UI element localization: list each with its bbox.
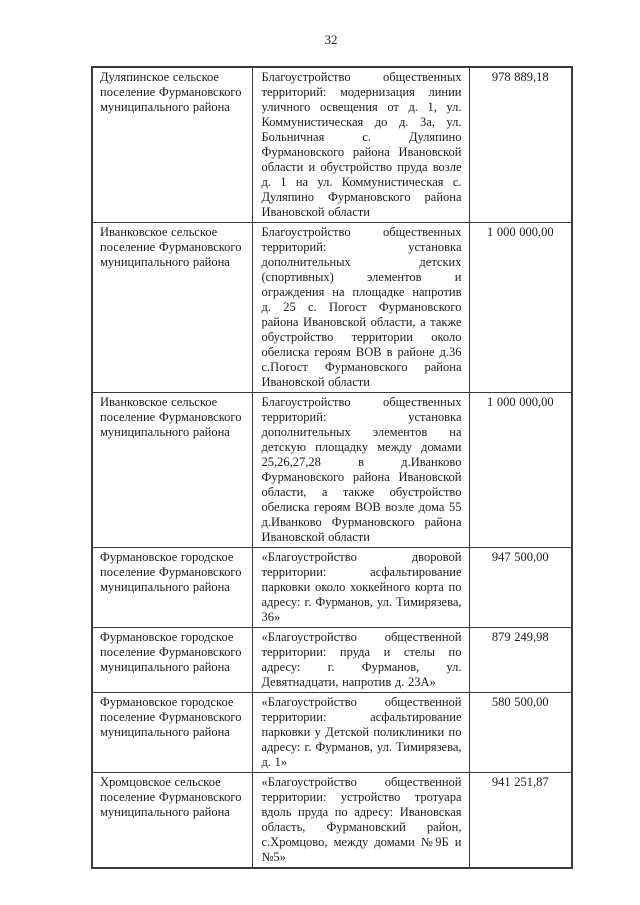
- description-cell: «Благоустройство общественной территории: устройство тротуара вдоль пруда по адресу: Ивановская область, Фурмановский район, с.Хромцово, между домами №9Б и №5»: [252, 773, 469, 869]
- description-cell: Благоустройство общественных территорий: модернизация линии уличного освещения от д. 1, ул. Коммунистическая до д. 3а, ул. Больничная с. Дуляпино Фурмановского района Ивановской области и обустройство пруда возле д. 1 на ул. Коммунистическая с. Дуляпино Фурмановского района Ивановской области: [252, 67, 469, 223]
- page-number: 32: [324, 32, 338, 47]
- table-row: [92, 773, 572, 869]
- amount-cell: 941 251,87: [469, 773, 572, 869]
- allocations-table-body: [92, 67, 572, 868]
- amount-cell: 879 249,98: [469, 628, 572, 693]
- description-cell: «Благоустройство дворовой территории: асфальтирование парковки около хоккейного корта по адресу: г. Фурманов, ул. Тимирязева, 36»: [252, 548, 469, 628]
- municipality-cell: Хромцовское сельское поселение Фурмановского муниципального района: [92, 773, 252, 869]
- table-row: [92, 393, 572, 548]
- table-row: [92, 548, 572, 628]
- municipality-cell: Иванковское сельское поселение Фурмановского муниципального района: [92, 223, 252, 393]
- description-cell: «Благоустройство общественной территории: пруда и стелы по адресу: г. Фурманов, ул. Девятнадцати, напротив д. 23А»: [252, 628, 469, 693]
- table-row: [92, 67, 572, 223]
- amount-cell: 580 500,00: [469, 693, 572, 773]
- table-row: [92, 693, 572, 773]
- amount-cell: 1 000 000,00: [469, 223, 572, 393]
- municipality-cell: Иванковское сельское поселение Фурмановского муниципального района: [92, 393, 252, 548]
- allocations-table: [91, 66, 573, 869]
- description-cell: Благоустройство общественных территорий: установка дополнительных детских (спортивных) элементов и ограждения на площадке напротив д. 25 с. Погост Фурмановского района Ивановской области, а также обустройство территории около обелиска героям ВОВ в районе д.36 с.Погост Фурмановского района Ивановской области: [252, 223, 469, 393]
- description-cell: «Благоустройство общественной территории: асфальтирование парковки у Детской поликлиники по адресу: г. Фурманов, ул. Тимирязева, д. 1»: [252, 693, 469, 773]
- table-row: [92, 628, 572, 693]
- amount-cell: 978 889,18: [469, 67, 572, 223]
- municipality-cell: Фурмановское городское поселение Фурмановского муниципального района: [92, 548, 252, 628]
- municipality-cell: Дуляпинское сельское поселение Фурмановского муниципального района: [92, 67, 252, 223]
- description-cell: Благоустройство общественных территорий: установка дополнительных элементов на детскую площадку между домами 25,26,27,28 в д.Иванково Фурмановского района Ивановской области, а также обустройство обелиска героям ВОВ возле дома 55 д.Иванково Фурмановского района Ивановской области: [252, 393, 469, 548]
- municipality-cell: Фурмановское городское поселение Фурмановского муниципального района: [92, 628, 252, 693]
- amount-cell: 947 500,00: [469, 548, 572, 628]
- table-row: [92, 223, 572, 393]
- municipality-cell: Фурмановское городское поселение Фурмановского муниципального района: [92, 693, 252, 773]
- amount-cell: 1 000 000,00: [469, 393, 572, 548]
